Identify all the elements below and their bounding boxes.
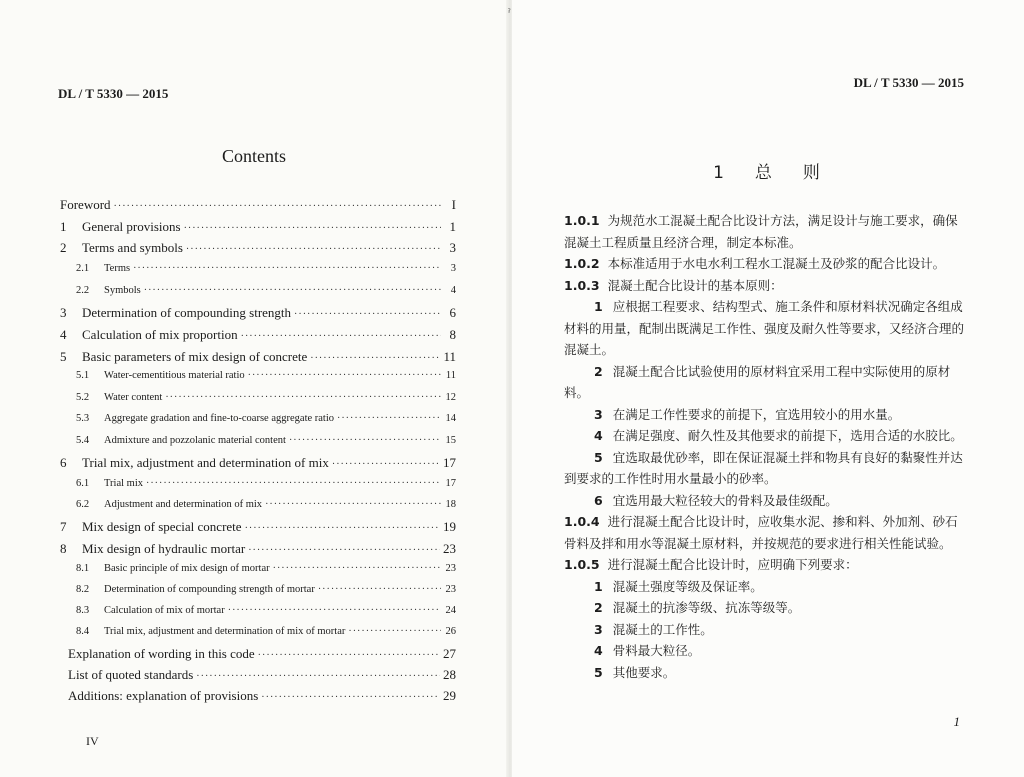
toc-leader-dots [184,223,441,234]
item-number: 3 [594,621,603,637]
toc-entry [58,584,456,595]
list-item [564,447,966,490]
clause-paragraph [564,210,966,253]
toc-leader-dots [348,626,441,637]
toc-title: Calculation of mix proportion [82,327,238,342]
chapter-title [512,158,1024,183]
toc-number: 5.1 [76,370,90,381]
paragraph-text: 混凝土的抗渗等级、抗冻等级等。 [612,600,801,615]
toc-title: Additions: explanation of provisions [68,688,259,703]
toc-title: Foreword [60,197,111,212]
toc-number: 2.2 [76,285,90,296]
toc-leader-dots [133,263,441,274]
toc-title: Adjustment and determination of mix [104,499,263,510]
paragraph-text: 其他要求。 [612,664,676,680]
clause-number: 1.0.1 [564,213,600,228]
list-item [564,490,966,512]
paragraph-text: 混凝土配合比试验使用的原材料宜采用工程中实际使用的原材料。 [564,363,951,400]
toc-entry [58,626,456,637]
item-number: 6 [594,492,603,508]
toc-number: 1 [60,219,67,234]
item-number: 2 [594,600,603,615]
toc-title: Water-cementitious material ratio [104,370,245,381]
clause-paragraph [564,253,966,275]
toc-title: Basic principle of mix design of mortar [104,563,270,574]
toc-title: Aggregate gradation and fine-to-coarse aggregate ratio [104,413,335,424]
toc-number: 6 [60,455,67,470]
toc-leader-dots [114,201,441,212]
toc-entry [58,197,456,213]
list-item [564,296,966,361]
toc-page-number: 1 [449,219,456,234]
item-number: 1 [594,578,603,594]
toc-title: Explanation of wording in this code [68,646,255,661]
clause-paragraph [564,554,966,576]
clause-paragraph [564,275,966,297]
clause-number: 1.0.2 [564,256,600,271]
clause-number: 1.0.3 [564,277,600,293]
chapter-title-part-a: 总 [754,163,775,183]
toc-page-number: 19 [443,519,456,534]
item-number: 4 [594,643,603,658]
item-number: 5 [594,449,603,465]
toc-number: 5.2 [76,392,90,403]
toc-leader-dots [318,584,441,595]
toc-entry [58,370,456,381]
toc-leader-dots [332,459,440,470]
toc-title: General provisions [82,219,181,234]
toc-page-number: 28 [443,667,456,682]
paragraph-text: 混凝土的工作性。 [612,621,713,637]
toc-title: Trial mix [104,478,143,489]
toc-entry [58,349,456,365]
paragraph-text: 宜选取最优砂率，即在保证混凝土拌和物具有良好的黏聚性并达到要求的工作性时用水量最小的砂率。 [564,449,963,486]
toc-title: Symbols [104,285,141,296]
toc-number: 5 [60,349,67,364]
toc-entry [58,667,456,683]
toc-leader-dots [241,331,441,342]
toc-page-number: 27 [443,646,456,661]
toc-entry [58,455,456,471]
toc-leader-dots [245,523,440,534]
toc-entry [58,605,456,616]
paragraph-text: 进行混凝土配合比设计时，应收集水泥、掺和料、外加剂、砂石骨料及拌和用水等混凝土原材料，并按规范的要求进行相关性能试验。 [564,514,958,551]
toc-entry [58,240,456,256]
item-number: 3 [594,406,603,422]
toc-title: Trial mix, adjustment and determination of mix of mortar [104,626,346,637]
toc-entry [58,519,456,535]
toc-entry [58,478,456,489]
toc-number: 8 [60,541,67,556]
toc-entry [58,219,456,235]
toc-page-number: 3 [449,240,456,255]
toc-entry [58,285,456,296]
toc-number: 3 [60,305,67,320]
toc-entry [58,305,456,321]
item-number: 4 [594,428,603,443]
toc-title: Admixture and pozzolanic material content [104,435,286,446]
toc-entry [58,327,456,343]
toc-entry [58,541,456,557]
toc-entry [58,392,456,403]
toc-number: 2 [60,240,67,255]
item-number: 5 [594,664,603,680]
toc-page-number: 24 [445,605,456,616]
toc-number: 7 [60,519,67,534]
toc-title: Terms and symbols [82,240,183,255]
toc-page-number: I [451,197,456,212]
toc-leader-dots [265,499,441,510]
toc-page-number: 26 [445,626,456,637]
paragraph-text: 本标准适用于水电水利工程水工混凝土及砂浆的配合比设计。 [607,256,946,271]
toc-leader-dots [228,605,441,616]
page-number-right: 1 [953,714,960,729]
page-number-left: IV [86,734,99,748]
toc-number: 8.1 [76,563,90,574]
toc-title: Determination of compounding strength [82,305,292,320]
toc-number: 5.3 [76,413,90,424]
item-number: 1 [594,299,603,314]
toc-page-number: 3 [450,263,456,274]
toc-entry [58,263,456,274]
paragraph-text: 混凝土配合比设计的基本原则： [607,277,783,293]
toc-page-number: 6 [449,305,456,320]
clause-paragraph [564,511,966,554]
chapter-body [564,210,966,683]
toc-leader-dots [261,692,440,703]
toc-page-number: 15 [445,435,456,446]
toc-leader-dots [337,413,441,424]
toc-page-number: 12 [445,392,456,403]
paragraph-text: 进行混凝土配合比设计时，应明确下列要求： [607,557,858,572]
toc-leader-dots [248,545,440,556]
toc-number: 2.1 [76,263,90,274]
toc-leader-dots [258,650,440,661]
toc-number: 5.4 [76,435,90,446]
toc-title: Mix design of hydraulic mortar [82,541,246,556]
toc-page-number: 8 [449,327,456,342]
toc-page-number: 23 [445,563,456,574]
toc-leader-dots [294,309,441,320]
gutter-mark: ˀ [508,8,511,19]
toc-page-number: 11 [445,370,456,381]
toc-page-number: 23 [443,541,456,556]
paragraph-text: 在满足强度、耐久性及其他要求的前提下，选用合适的水胶比。 [612,428,963,443]
toc-leader-dots [146,478,441,489]
clause-number: 1.0.4 [564,514,600,529]
toc-page-number: 11 [443,349,456,364]
chapter-title-part-b: 则 [802,163,823,183]
left-page [0,0,508,777]
toc-leader-dots [196,671,440,682]
list-item [564,404,966,426]
toc-entry [58,688,456,704]
toc-title: Basic parameters of mix design of concrete [82,349,308,364]
paragraph-text: 混凝土强度等级及保证率。 [612,578,763,594]
toc-page-number: 4 [450,285,456,296]
toc-leader-dots [186,244,441,255]
toc-number: 8.4 [76,626,90,637]
right-page [512,0,1024,777]
toc-page-number: 17 [445,478,456,489]
list-item [564,662,966,684]
toc-title: Mix design of special concrete [82,519,242,534]
item-number: 2 [594,363,603,379]
toc-number: 8.3 [76,605,90,616]
clause-number: 1.0.5 [564,557,600,572]
list-item [564,361,966,404]
running-head-left: DL / T 5330 — 2015 [58,86,169,101]
running-head-right: DL / T 5330 — 2015 [853,75,964,90]
toc-entry [58,435,456,446]
toc-leader-dots [289,435,441,446]
toc-title: Determination of compounding strength of mortar [104,584,315,595]
toc-number: 6.2 [76,499,90,510]
toc-entry [58,413,456,424]
paragraph-text: 骨料最大粒径。 [612,643,701,658]
toc-title: List of quoted standards [68,667,194,682]
paragraph-text: 在满足工作性要求的前提下，宜选用较小的用水量。 [612,406,901,422]
toc-leader-dots [248,370,441,381]
paragraph-text: 应根据工程要求、结构型式、施工条件和原材料状况确定各组成材料的用量，配制出既满足工作性、强度及耐久性等要求，又经济合理的混凝土。 [564,299,965,357]
toc-page-number: 18 [445,499,456,510]
chapter-number: 1 [713,163,727,183]
toc-title: Terms [104,263,131,274]
toc-entry [58,563,456,574]
toc-title: Trial mix, adjustment and determination of mix [82,455,329,470]
toc-leader-dots [310,353,440,364]
list-item [564,425,966,447]
toc-leader-dots [165,392,441,403]
toc-leader-dots [273,563,441,574]
toc-page-number: 14 [445,413,456,424]
list-item [564,576,966,598]
list-item [564,597,966,619]
list-item [564,619,966,641]
paragraph-text: 为规范水工混凝土配合比设计方法，满足设计与施工要求，确保混凝土工程质量且经济合理，制定本标准。 [564,213,958,250]
toc-title: Calculation of mix of mortar [104,605,225,616]
contents-title: Contents [221,146,286,166]
toc-page-number: 17 [443,455,456,470]
toc-page-number: 23 [445,584,456,595]
toc-number: 4 [60,327,67,342]
toc-number: 6.1 [76,478,90,489]
list-item [564,640,966,662]
toc-number: 8.2 [76,584,90,595]
paragraph-text: 宜选用最大粒径较大的骨料及最佳级配。 [612,492,838,508]
toc-title: Water content [104,392,163,403]
toc-entry [58,646,456,662]
toc-page-number: 29 [443,688,456,703]
toc-entry [58,499,456,510]
toc-leader-dots [144,285,441,296]
